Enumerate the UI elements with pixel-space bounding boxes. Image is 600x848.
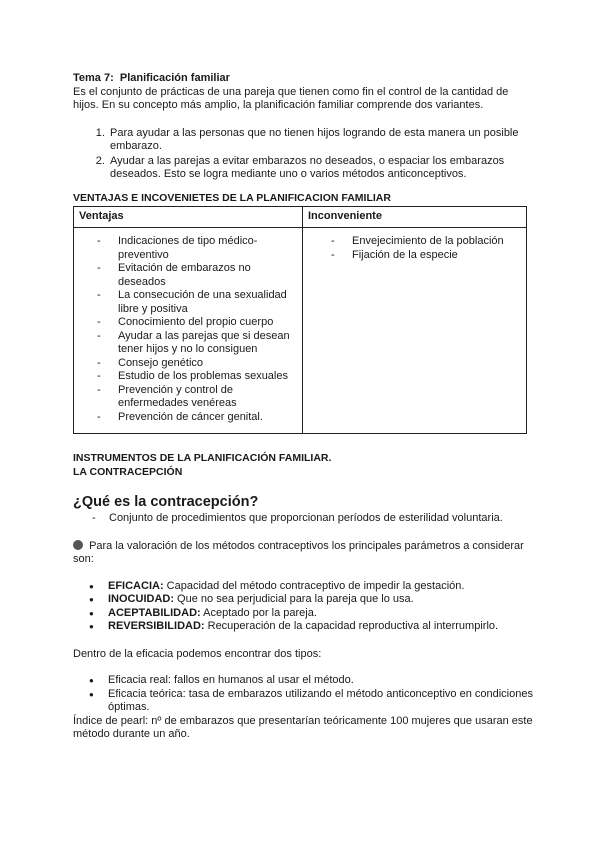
list-item: - Indicaciones de tipo médico-preventivo	[114, 235, 297, 262]
parametros-intro-text: Para la valoración de los métodos contraceptivos los principales parámetros a considerar son:	[73, 539, 524, 565]
table-heading: VENTAJAS E INCOVENIETES DE LA PLANIFICACION FAMILIAR	[73, 191, 391, 204]
tema-title: Planificación familiar	[119, 72, 230, 84]
ventajas-list	[79, 235, 297, 424]
definition-list	[73, 512, 533, 526]
list-item: - Evitación de embarazos no deseados	[114, 262, 297, 289]
header-inconveniente: Inconveniente	[303, 207, 527, 228]
list-item: - Ayudar a las parejas que si desean tener hijos y no lo consiguen	[114, 330, 297, 357]
variants-list	[73, 127, 533, 182]
intro-paragraph: Es el conjunto de prácticas de una pareja que tienen como fin el control de la cantidad de hijos. En su concepto más amplio, la planificación familiar comprende dos variantes.	[73, 85, 509, 111]
inconvenientes-cell	[303, 228, 527, 434]
parametro-desc: Que no sea perjudicial para la pareja que lo usa.	[174, 593, 414, 605]
parametros-intro	[73, 540, 533, 567]
parametro-desc: Capacidad del método contraceptivo de impedir la gestación.	[163, 579, 465, 592]
tema-label: Tema 7:	[73, 72, 114, 84]
parametro-term: REVERSIBILIDAD:	[108, 620, 205, 632]
list-item: - Fijación de la especie	[348, 249, 521, 263]
tema-heading	[73, 72, 533, 86]
variant-item-1: 1. Para ayudar a las personas que no tienen hijos logrando de esta manera un posible embarazo.	[108, 127, 533, 154]
circle-icon	[73, 540, 83, 550]
variant-item-2: 2. Ayudar a las parejas a evitar embarazos no deseados, o espaciar los embarazos deseados. Esto se logra mediante uno o varios métodos anticonceptivos.	[108, 155, 533, 182]
parametro-item	[108, 580, 533, 594]
table-header-row	[74, 207, 527, 228]
definition-item: - Conjunto de procedimientos que proporcionan períodos de esterilidad voluntaria.	[109, 512, 533, 526]
header-ventajas: Ventajas	[74, 207, 303, 228]
document-content	[73, 72, 533, 742]
parametro-term: EFICACIA:	[108, 579, 164, 592]
eficacia-list	[73, 674, 533, 715]
inconvenientes-list	[308, 235, 521, 262]
eficacia-intro: Dentro de la eficacia podemos encontrar dos tipos:	[73, 647, 322, 660]
question-heading: ¿Qué es la contracepción?	[73, 494, 259, 510]
ventajas-cell	[74, 228, 303, 434]
parametro-item	[108, 593, 533, 607]
list-item: - La consecución de una sexualidad libre y positiva	[114, 289, 297, 316]
table-body-row	[74, 228, 527, 434]
instrumentos-heading-2: LA CONTRACEPCIÓN	[73, 465, 183, 478]
list-item: - Prevención de cáncer genital.	[114, 411, 297, 425]
parametro-desc: Aceptado por la pareja.	[200, 606, 317, 619]
eficacia-item: ● Eficacia teórica: tasa de embarazos utilizando el método anticonceptivo en condiciones óptimas.	[108, 688, 533, 715]
parametro-item	[108, 620, 533, 634]
parametros-list	[73, 580, 533, 634]
parametro-item	[108, 607, 533, 621]
parametro-desc: Recuperación de la capacidad reproductiva al interrumpirlo.	[204, 620, 499, 632]
instrumentos-heading-1: INSTRUMENTOS DE LA PLANIFICACIÓN FAMILIAR.	[73, 452, 332, 464]
list-item: - Envejecimiento de la población	[348, 235, 521, 249]
list-item: - Conocimiento del propio cuerpo	[114, 316, 297, 330]
parametro-term: INOCUIDAD:	[108, 593, 174, 605]
pearl-paragraph: Índice de pearl: nº de embarazos que presentarían teóricamente 100 mujeres que usaran este método durante un año.	[73, 714, 533, 740]
list-item: - Estudio de los problemas sexuales	[114, 370, 297, 384]
parametro-term: ACEPTABILIDAD:	[108, 606, 201, 619]
ventajas-table	[73, 206, 527, 434]
list-item: - Consejo genético	[114, 357, 297, 371]
list-item: - Prevención y control de enfermedades venéreas	[114, 384, 297, 411]
eficacia-item: ● Eficacia real: fallos en humanos al usar el método.	[108, 674, 533, 688]
